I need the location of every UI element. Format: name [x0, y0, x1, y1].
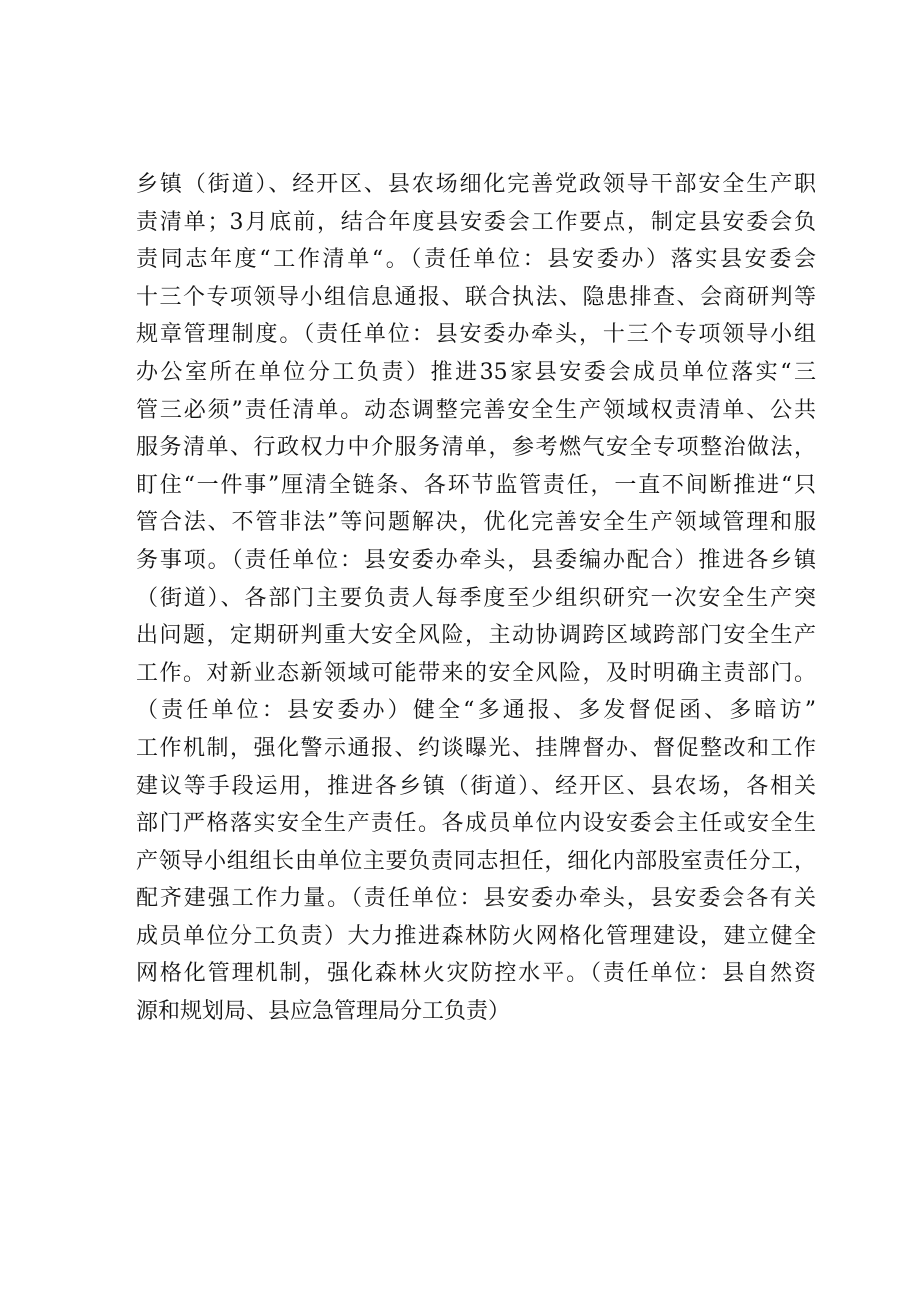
text-line: 工作。对新业态新领域可能带来的安全风险，及时明确主责部门。: [136, 660, 816, 686]
text-line: 配齐建强工作力量。（责任单位：县安委办牵头，县安委会各有关: [136, 886, 816, 912]
text-line: 产领导小组组长由单位主要负责同志担任，细化内部股室责任分工，: [136, 848, 816, 874]
text-line: 建议等手段运用，推进各乡镇（街道）、经开区、县农场，各相关: [136, 773, 816, 799]
text-line: 工作机制，强化警示通报、约谈曝光、挂牌督办、督促整改和工作: [136, 735, 816, 761]
body-paragraph: [136, 166, 816, 1031]
text-line: 管合法、不管非法”等问题解决，优化完善安全生产领域管理和服: [136, 510, 816, 536]
text-line: （责任单位：县安委办）健全“多通报、多发督促函、多暗访”: [136, 698, 816, 724]
text-line: 规章管理制度。（责任单位：县安委办牵头，十三个专项领导小组: [136, 322, 816, 348]
text-line: 务事项。（责任单位：县安委办牵头，县委编办配合）推进各乡镇: [136, 547, 816, 573]
text-line: 十三个专项领导小组信息通报、联合执法、隐患排查、会商研判等: [136, 284, 816, 310]
text-line: （街道）、各部门主要负责人每季度至少组织研究一次安全生产突: [136, 585, 816, 611]
text-line: 出问题，定期研判重大安全风险，主动协调跨区域跨部门安全生产: [136, 623, 816, 649]
text-line: 办公室所在单位分工负责）推进35家县安委会成员单位落实“三: [136, 359, 816, 385]
text-line: 服务清单、行政权力中介服务清单，参考燃气安全专项整治做法，: [136, 435, 816, 461]
text-line: 管三必须”责任清单。动态调整完善安全生产领域权责清单、公共: [136, 397, 816, 423]
text-line: 源和规划局、县应急管理局分工负责）: [136, 999, 511, 1025]
text-line: 成员单位分工负责）大力推进森林防火网格化管理建设，建立健全: [136, 923, 816, 949]
text-line: 部门严格落实安全生产责任。各成员单位内设安委会主任或安全生: [136, 811, 816, 837]
text-line: 乡镇（街道）、经开区、县农场细化完善党政领导干部安全生产职: [136, 172, 816, 197]
text-line: 责同志年度“工作清单“。（责任单位：县安委办）落实县安委会: [136, 247, 816, 273]
text-line: 盯住“一件事”厘清全链条、各环节监管责任，一直不间断推进“只: [136, 472, 816, 498]
text-line: 责清单；3月底前，结合年度县安委会工作要点，制定县安委会负: [136, 209, 816, 235]
text-line: 网格化管理机制，强化森林火灾防控水平。（责任单位：县自然资: [136, 961, 816, 987]
